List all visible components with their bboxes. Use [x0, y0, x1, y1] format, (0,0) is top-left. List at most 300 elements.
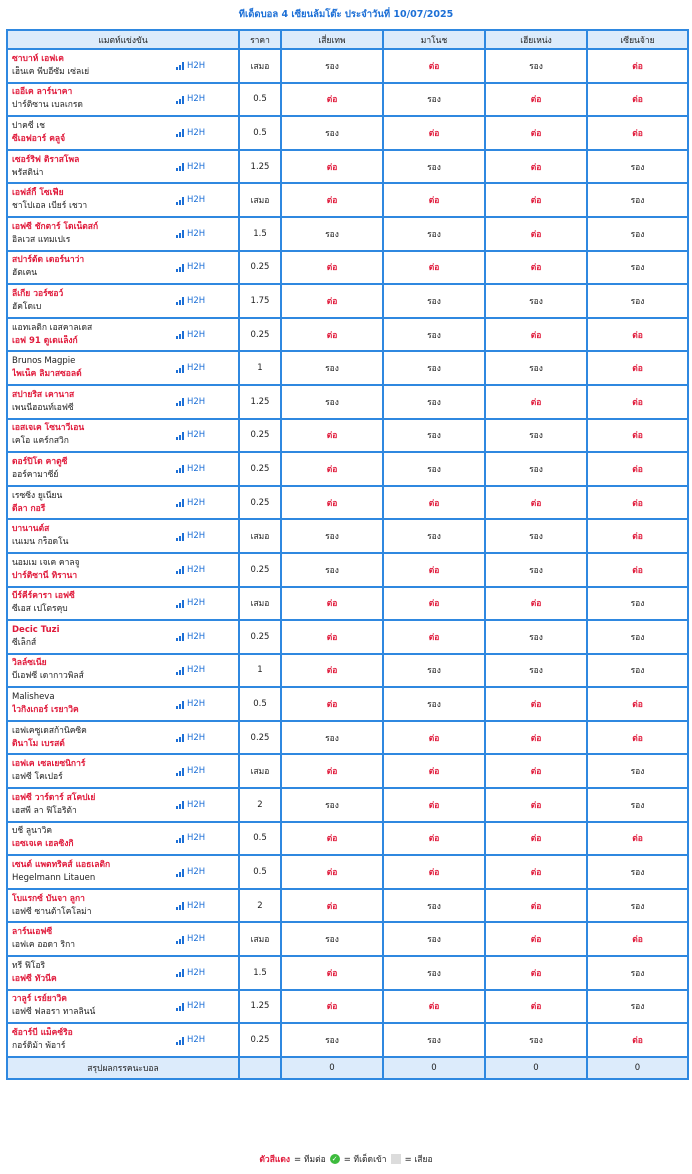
pick-cell: รอง — [587, 620, 688, 654]
h2h-link[interactable] — [176, 664, 205, 677]
pick-cell: ต่อ — [485, 687, 587, 721]
page-title: ทีเด็ดบอล 4 เซียนล้มโต๊ะ ประจำวันที่ 10/07/2025 — [238, 9, 454, 20]
table-row — [7, 83, 688, 117]
away-team: เอฟเค ออดา ริกา — [12, 940, 76, 951]
pick-cell: ต่อ — [587, 922, 688, 956]
h2h-link[interactable] — [176, 564, 205, 577]
table-row — [7, 721, 688, 755]
price-cell: 0.25 — [239, 620, 281, 654]
pick-cell: ต่อ — [587, 49, 688, 83]
table-row — [7, 553, 688, 587]
h2h-label: H2H — [187, 732, 206, 743]
pick-cell: ต่อ — [281, 889, 383, 923]
match-cell — [7, 452, 239, 486]
h2h-link[interactable] — [176, 1000, 205, 1013]
pick-cell: ต่อ — [485, 990, 587, 1024]
h2h-link[interactable] — [176, 60, 205, 73]
summary-score: 0 — [281, 1057, 383, 1079]
home-team: นอมเม เจเค คาลจู — [12, 557, 80, 568]
match-cell — [7, 284, 239, 318]
pick-cell: ต่อ — [485, 217, 587, 251]
h2h-link[interactable] — [176, 429, 205, 442]
h2h-link[interactable] — [176, 228, 205, 241]
table-row — [7, 183, 688, 217]
pick-cell: ต่อ — [383, 855, 485, 889]
h2h-label: H2H — [187, 1035, 206, 1046]
h2h-label: H2H — [187, 1001, 206, 1012]
match-cell — [7, 385, 239, 419]
table-row — [7, 150, 688, 184]
pick-cell: รอง — [281, 721, 383, 755]
h2h-label: H2H — [187, 228, 206, 239]
pick-cell: รอง — [485, 284, 587, 318]
h2h-link[interactable] — [176, 933, 205, 946]
home-team: สปายริส เคานาส — [12, 389, 75, 400]
match-cell — [7, 183, 239, 217]
h2h-label: H2H — [187, 799, 206, 810]
h2h-link[interactable] — [176, 765, 205, 778]
pick-cell: รอง — [587, 217, 688, 251]
stats-bars-icon — [176, 465, 185, 473]
home-team: เรซซิ่ง ยูเนียน — [12, 490, 63, 501]
legend-red-desc: = ทีมต่อ — [294, 1155, 326, 1165]
pick-cell: ต่อ — [587, 553, 688, 587]
h2h-link[interactable] — [176, 93, 205, 106]
stats-bars-icon — [176, 230, 185, 238]
price-cell: 1.75 — [239, 284, 281, 318]
stats-bars-icon — [176, 701, 185, 709]
pick-cell: ต่อ — [485, 116, 587, 150]
table-row — [7, 889, 688, 923]
match-cell — [7, 150, 239, 184]
pick-cell: รอง — [281, 922, 383, 956]
pick-cell: รอง — [383, 318, 485, 352]
pick-cell: ต่อ — [587, 318, 688, 352]
table-row — [7, 49, 688, 83]
pick-cell: ต่อ — [485, 587, 587, 621]
pick-cell: รอง — [383, 419, 485, 453]
pick-cell: รอง — [587, 855, 688, 889]
pick-cell: ต่อ — [281, 284, 383, 318]
pick-cell: ต่อ — [383, 788, 485, 822]
pick-cell: ต่อ — [383, 49, 485, 83]
pick-cell: ต่อ — [383, 822, 485, 856]
away-team: ซีเอส เปโตรคุบ — [12, 604, 68, 615]
pick-cell: ต่อ — [485, 822, 587, 856]
pick-cell: ต่อ — [485, 150, 587, 184]
pick-cell: รอง — [587, 889, 688, 923]
pick-cell: รอง — [383, 351, 485, 385]
pick-cell: ต่อ — [485, 83, 587, 117]
summary-score: 0 — [587, 1057, 688, 1079]
away-team: เอฟซี ฟลอรา ทาลลินน์ — [12, 1007, 96, 1018]
away-team: เอฟ 91 ดูเดแล็งก์ — [12, 335, 78, 346]
away-team: ดีลา กอรี — [12, 503, 46, 514]
stats-bars-icon — [176, 1037, 185, 1045]
price-cell: 0.25 — [239, 486, 281, 520]
pick-cell: รอง — [383, 956, 485, 990]
away-team: อิลเวส แทมเปเร — [12, 234, 71, 245]
pick-cell: ต่อ — [281, 183, 383, 217]
home-team: ซาบาห์ เอฟเค — [12, 53, 64, 64]
pick-cell: ต่อ — [281, 956, 383, 990]
pick-cell: รอง — [383, 83, 485, 117]
away-team: ไวกิงเกอร์ เรยาวิค — [12, 705, 79, 716]
pick-cell: ต่อ — [383, 486, 485, 520]
home-team: เอฟส์กี้ โซเฟีย — [12, 188, 64, 199]
price-cell: เสมอ — [239, 49, 281, 83]
h2h-label: H2H — [187, 195, 206, 206]
summary-empty — [239, 1057, 281, 1079]
away-team: เนเมน กร็อดโน — [12, 537, 69, 548]
summary-row — [7, 1057, 688, 1079]
h2h-link[interactable] — [176, 194, 205, 207]
table-row — [7, 116, 688, 150]
table-row — [7, 1023, 688, 1057]
price-cell: เสมอ — [239, 519, 281, 553]
price-cell: 0.5 — [239, 855, 281, 889]
pick-cell: ต่อ — [587, 822, 688, 856]
pick-cell: ต่อ — [587, 452, 688, 486]
header-match: แมตท์แข่งขัน — [7, 30, 239, 49]
price-cell: เสมอ — [239, 587, 281, 621]
table-row — [7, 486, 688, 520]
match-cell — [7, 687, 239, 721]
h2h-label: H2H — [187, 867, 206, 878]
pick-cell: รอง — [281, 351, 383, 385]
stats-bars-icon — [176, 62, 185, 70]
pick-cell: ต่อ — [587, 83, 688, 117]
table-row — [7, 217, 688, 251]
h2h-label: H2H — [187, 430, 206, 441]
h2h-link[interactable] — [176, 967, 205, 980]
pick-cell: ต่อ — [485, 788, 587, 822]
h2h-label: H2H — [187, 967, 206, 978]
pick-cell: รอง — [587, 284, 688, 318]
away-team: เฮ็นเค พีบอีซัม เซ่ลเย่ — [12, 66, 90, 77]
home-team: ลีเกีย วอร์ซอว์ — [12, 288, 64, 299]
away-team: เฮสพี ลา ฟิโอริต้า — [12, 805, 77, 816]
pick-cell: ต่อ — [281, 251, 383, 285]
pick-cell: ต่อ — [383, 116, 485, 150]
table-row — [7, 754, 688, 788]
stats-bars-icon — [176, 432, 185, 440]
header-price: ราคา — [239, 30, 281, 49]
table-row — [7, 284, 688, 318]
pick-cell: ต่อ — [281, 855, 383, 889]
pick-cell: ต่อ — [383, 721, 485, 755]
home-team: Decic Tuzi — [12, 624, 60, 635]
stats-bars-icon — [176, 129, 185, 137]
stats-bars-icon — [176, 96, 185, 104]
pick-cell: รอง — [281, 116, 383, 150]
pick-cell: ต่อ — [587, 419, 688, 453]
home-team: Brunos Magpie — [12, 356, 76, 367]
away-team: พรัสติน่า — [12, 167, 44, 178]
home-team: วาลูร์ เรย์ยาวิค — [12, 994, 67, 1005]
legend-gray-desc: = เสียอ — [404, 1155, 433, 1165]
pick-cell: ต่อ — [383, 990, 485, 1024]
pick-cell: รอง — [281, 788, 383, 822]
h2h-link[interactable] — [176, 1034, 205, 1047]
match-cell — [7, 922, 239, 956]
away-team: เอฟซี ซานต้าโคโลม่า — [12, 906, 92, 917]
pick-cell: ต่อ — [281, 452, 383, 486]
h2h-link[interactable] — [176, 463, 205, 476]
home-team: เอฟซี วาร์ดาร์ สโคปเย่ — [12, 792, 96, 803]
stats-bars-icon — [176, 835, 185, 843]
price-cell: เสมอ — [239, 183, 281, 217]
h2h-link[interactable] — [176, 900, 205, 913]
price-cell: 2 — [239, 788, 281, 822]
pick-cell: รอง — [587, 183, 688, 217]
pick-cell: รอง — [383, 284, 485, 318]
stats-bars-icon — [176, 264, 185, 272]
table-row — [7, 385, 688, 419]
h2h-link[interactable] — [176, 497, 205, 510]
home-team: ดอร์ปิโด คาตูซี — [12, 456, 68, 467]
h2h-link[interactable] — [176, 396, 205, 409]
pick-cell: รอง — [383, 150, 485, 184]
home-team: ลาร์นเอฟซี — [12, 927, 53, 938]
pick-cell: รอง — [485, 49, 587, 83]
table-row — [7, 822, 688, 856]
stats-bars-icon — [176, 163, 185, 171]
pick-cell: รอง — [485, 1023, 587, 1057]
h2h-label: H2H — [187, 699, 206, 710]
h2h-link[interactable] — [176, 597, 205, 610]
price-cell: 0.25 — [239, 721, 281, 755]
home-team: เซนต์ แพตทริคส์ แอธเลติก — [12, 860, 111, 871]
h2h-link[interactable] — [176, 261, 205, 274]
away-team: ไพเน็ค ลิมาสซอลด์ — [12, 369, 82, 380]
away-team: ซีเอฟอาร์ คลูจ์ — [12, 133, 66, 144]
gray-square-icon — [391, 1154, 401, 1164]
pick-cell: รอง — [587, 251, 688, 285]
pick-cell: ต่อ — [485, 385, 587, 419]
stats-bars-icon — [176, 768, 185, 776]
stats-bars-icon — [176, 801, 185, 809]
price-cell: 1.25 — [239, 990, 281, 1024]
match-cell — [7, 956, 239, 990]
stats-bars-icon — [176, 869, 185, 877]
pick-cell: รอง — [587, 150, 688, 184]
check-icon: ✓ — [330, 1154, 340, 1164]
stats-bars-icon — [176, 533, 185, 541]
away-team: ปาร์ติซาน เบลเกรด — [12, 100, 83, 111]
pick-cell: รอง — [485, 553, 587, 587]
h2h-label: H2H — [187, 329, 206, 340]
h2h-label: H2H — [187, 262, 206, 273]
pick-cell: รอง — [485, 419, 587, 453]
h2h-link[interactable] — [176, 295, 205, 308]
pick-cell: ต่อ — [485, 754, 587, 788]
pick-cell: ต่อ — [485, 922, 587, 956]
header-tipster-2: มาโนช — [383, 30, 485, 49]
pick-cell: ต่อ — [383, 620, 485, 654]
summary-label: สรุปผลกรรคนะบอล — [7, 1057, 239, 1079]
h2h-link[interactable] — [176, 530, 205, 543]
price-cell: 1.25 — [239, 385, 281, 419]
h2h-link[interactable] — [176, 698, 205, 711]
pick-cell: รอง — [587, 654, 688, 688]
summary-score: 0 — [485, 1057, 587, 1079]
header-tipster-3: เฮียเหน่ง — [485, 30, 587, 49]
table-row — [7, 519, 688, 553]
table-row — [7, 687, 688, 721]
home-team: บีร์คีร์คารา เอฟซี — [12, 591, 75, 602]
table-row — [7, 351, 688, 385]
h2h-label: H2H — [187, 531, 206, 542]
legend-check-desc: = ทีเด็ดเข้า — [343, 1155, 387, 1165]
pick-cell: ต่อ — [485, 956, 587, 990]
home-team: เออีเค ลาร์นาคา — [12, 87, 73, 98]
stats-bars-icon — [176, 600, 185, 608]
price-cell: 1.5 — [239, 956, 281, 990]
h2h-label: H2H — [187, 463, 206, 474]
match-cell — [7, 351, 239, 385]
away-team: เคโอ แคร์กสวิก — [12, 436, 69, 447]
table-row — [7, 922, 688, 956]
away-team: ชาโปเอล เบียร์ เชวา — [12, 201, 88, 212]
h2h-label: H2H — [187, 934, 206, 945]
pick-cell: ต่อ — [281, 83, 383, 117]
h2h-link[interactable] — [176, 362, 205, 375]
stats-bars-icon — [176, 297, 185, 305]
home-team: Malisheva — [12, 692, 55, 703]
pick-cell: รอง — [383, 217, 485, 251]
price-cell: 0.25 — [239, 1023, 281, 1057]
away-team: เพนนีฮอนท์เอฟซี — [12, 402, 74, 413]
h2h-link[interactable] — [176, 732, 205, 745]
stats-bars-icon — [176, 633, 185, 641]
match-cell — [7, 855, 239, 889]
price-cell: 0.25 — [239, 419, 281, 453]
h2h-link[interactable] — [176, 329, 205, 342]
h2h-link[interactable] — [176, 832, 205, 845]
h2h-label: H2H — [187, 94, 206, 105]
pick-cell: ต่อ — [485, 183, 587, 217]
h2h-link[interactable] — [176, 161, 205, 174]
pick-cell: รอง — [383, 452, 485, 486]
pick-cell: รอง — [281, 49, 383, 83]
header-tipster-4: เซียนจ้าย — [587, 30, 688, 49]
home-team: เอฟเค เซลเยซนิการ์ — [12, 759, 86, 770]
pick-cell: ต่อ — [587, 519, 688, 553]
table-row — [7, 620, 688, 654]
pick-cell: ต่อ — [281, 150, 383, 184]
h2h-link[interactable] — [176, 127, 205, 140]
match-cell — [7, 654, 239, 688]
pick-cell: ต่อ — [485, 486, 587, 520]
match-cell — [7, 553, 239, 587]
price-cell: เสมอ — [239, 922, 281, 956]
away-team: ซีเล็กส์ — [12, 637, 37, 648]
price-cell: 0.5 — [239, 83, 281, 117]
away-team: บีเอฟซี เดากาวพิลส์ — [12, 671, 84, 682]
table-row — [7, 956, 688, 990]
home-team: เอฟซี ชักตาร์ โดเน็ตสก์ — [12, 221, 99, 232]
header-tipster-1: เสี่ยเทพ — [281, 30, 383, 49]
pick-cell: รอง — [587, 754, 688, 788]
h2h-label: H2H — [187, 60, 206, 71]
price-cell: 0.5 — [239, 116, 281, 150]
home-team: ซ้อาร์บี แม็คซ์ริอ — [12, 1028, 73, 1039]
price-cell: 1 — [239, 654, 281, 688]
h2h-link[interactable] — [176, 866, 205, 879]
table-row — [7, 452, 688, 486]
table-row — [7, 251, 688, 285]
pick-cell: รอง — [281, 1023, 383, 1057]
price-cell: เสมอ — [239, 754, 281, 788]
stats-bars-icon — [176, 197, 185, 205]
home-team: สปาร์ต้ด เดอร์นาว่า — [12, 255, 85, 266]
pick-cell: รอง — [281, 519, 383, 553]
pick-cell: รอง — [587, 990, 688, 1024]
pick-cell: ต่อ — [281, 687, 383, 721]
home-team: เซอร์ริฟ ติราสโพล — [12, 154, 80, 165]
stats-bars-icon — [176, 499, 185, 507]
home-team: ปาคซี่ เช — [12, 120, 45, 131]
price-cell: 0.25 — [239, 553, 281, 587]
h2h-label: H2H — [187, 497, 206, 508]
pick-cell: ต่อ — [587, 721, 688, 755]
price-cell: 1.5 — [239, 217, 281, 251]
match-cell — [7, 754, 239, 788]
pick-cell: ต่อ — [383, 754, 485, 788]
stats-bars-icon — [176, 331, 185, 339]
pick-cell: รอง — [485, 351, 587, 385]
price-cell: 0.25 — [239, 452, 281, 486]
pick-cell: รอง — [383, 687, 485, 721]
home-team: วิลล์ซเนีย — [12, 658, 47, 669]
stats-bars-icon — [176, 969, 185, 977]
table-row — [7, 855, 688, 889]
table-row — [7, 788, 688, 822]
pick-cell: รอง — [383, 385, 485, 419]
h2h-link[interactable] — [176, 631, 205, 644]
match-cell — [7, 788, 239, 822]
pick-cell: ต่อ — [587, 351, 688, 385]
pick-cell: ต่อ — [485, 251, 587, 285]
stats-bars-icon — [176, 936, 185, 944]
pick-cell: รอง — [383, 922, 485, 956]
pick-cell: ต่อ — [485, 721, 587, 755]
match-cell — [7, 419, 239, 453]
stats-bars-icon — [176, 398, 185, 406]
away-team: ฮัคโดเบ — [12, 301, 42, 312]
pick-cell: ต่อ — [281, 990, 383, 1024]
pick-cell: ต่อ — [281, 822, 383, 856]
h2h-link[interactable] — [176, 799, 205, 812]
match-cell — [7, 116, 239, 150]
stats-bars-icon — [176, 902, 185, 910]
price-cell: 1.25 — [239, 150, 281, 184]
price-cell: 0.5 — [239, 687, 281, 721]
pick-cell: ต่อ — [281, 587, 383, 621]
price-cell: 0.5 — [239, 822, 281, 856]
away-team: ออร์คามาซีย์ — [12, 469, 59, 480]
away-team: ปาร์ติซานี่ ทิรานา — [12, 570, 78, 581]
pick-cell: ต่อ — [485, 318, 587, 352]
home-team: บชี ลูนาวิค — [12, 826, 53, 837]
table-row — [7, 587, 688, 621]
pick-cell: ต่อ — [281, 620, 383, 654]
pick-cell: ต่อ — [485, 889, 587, 923]
match-cell — [7, 889, 239, 923]
stats-bars-icon — [176, 365, 185, 373]
h2h-label: H2H — [187, 598, 206, 609]
